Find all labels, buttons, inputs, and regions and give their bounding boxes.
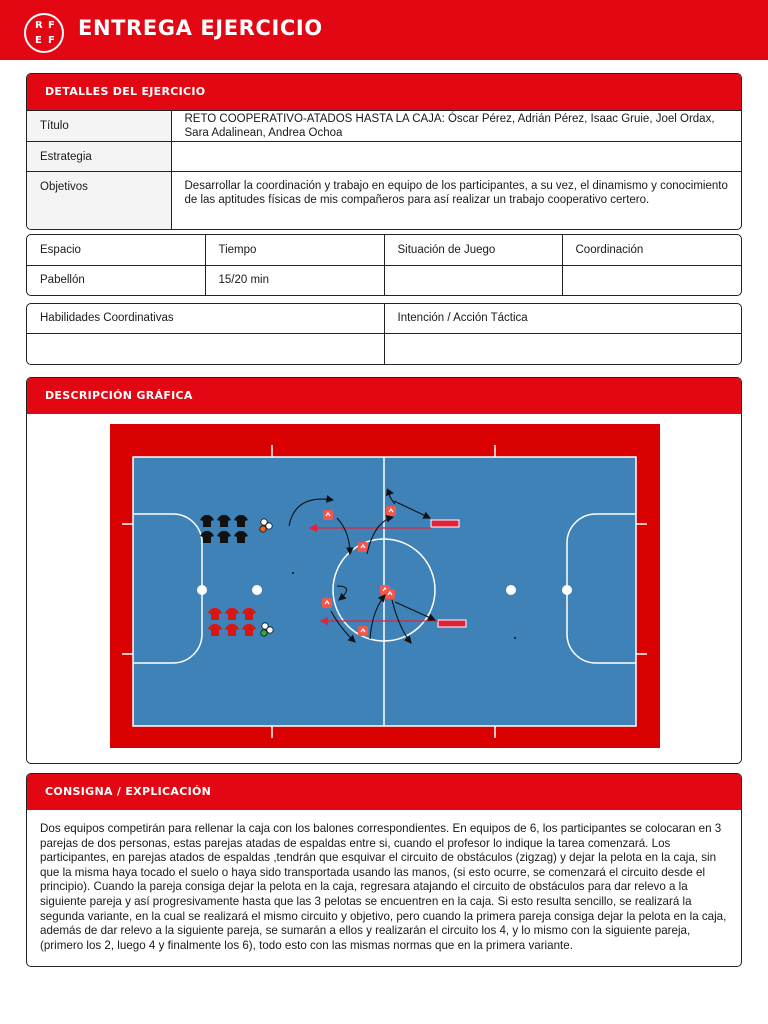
header-bar (0, 0, 768, 60)
game-situation-value (384, 265, 562, 295)
cone-icon (358, 626, 368, 636)
objectives-value: Desarrollar la coordinación y trabajo en equipo de los participantes, a su vez, el dinamismo y conocimiento de las aptitudes físicas de mis compañeros para así realizar un trabajo cooperativo certero. (171, 172, 741, 229)
logo-letter: E (35, 35, 42, 46)
time-header: Tiempo (205, 235, 384, 265)
box-icon (431, 520, 459, 527)
skills-box (26, 303, 742, 365)
strategy-value (171, 142, 741, 172)
logo-letter: R (35, 20, 43, 31)
cone-icon (322, 598, 332, 608)
skills-table (27, 304, 741, 364)
details-row-objectives (27, 172, 741, 229)
coordinative-skills-value (27, 333, 384, 364)
conditions-value-row (27, 265, 741, 295)
skills-header-row (27, 304, 741, 333)
explanation-card (26, 773, 742, 967)
game-situation-header: Situación de Juego (384, 235, 562, 265)
logo-letter: F (48, 35, 55, 46)
coordination-header: Coordinación (562, 235, 741, 265)
coordination-value (562, 265, 741, 295)
cone-icon (323, 510, 333, 520)
details-section-title: DETALLES DEL EJERCICIO (27, 74, 741, 110)
details-card (26, 73, 742, 230)
tactical-action-header: Intención / Acción Táctica (384, 304, 741, 333)
explanation-section-title: CONSIGNA / EXPLICACIÓN (27, 774, 741, 810)
space-value: Pabellón (27, 265, 205, 295)
conditions-table (27, 235, 741, 295)
details-row-title (27, 111, 741, 142)
strategy-label: Estrategia (27, 142, 171, 172)
cone-icon (358, 542, 368, 552)
space-header: Espacio (27, 235, 205, 265)
box-icon (438, 620, 466, 627)
cone-icon (386, 506, 396, 516)
cone-icon (385, 589, 395, 599)
tactical-action-value (384, 333, 741, 364)
explanation-text: Dos equipos competirán para rellenar la caja con los balones correspondientes. En equipos de 6, los participantes se colocaran en 3 parejas de dos personas, estas parejas atadas de espaldas entre si, cuando el profesor lo indique la tarea comenzará. Los participantes, en parejas atados de espaldas ,tendrán que esquivar el circuito de obstáculos (zigzag) y dejar la pelota en la caja, sin que la misma haya tocado el suelo o haya sido transportada usando las manos, (si esto ocurre, se comenzará el circuito desde el principio). Cuando la pareja consiga dejar la pelota en la caja, regresara atajando el circuito de obstáculos para dar relevo a la siguiente pareja y así progresivamente hasta que las 3 pelotas se encuentren en la caja. Si esto resulta sencillo, se realizará la segunda variante, en la cual se realizará el mismo circuito y objetivo, pero cuando la primera pareja consiga dejar la pelota en la caja, además de dar relevo a la siguiente pareja, se sumarán a ellos y realizarán el circuito los 4, y lo mismo con la siguiente pareja, (primero los 2, luego 4 y finalmente los 6), todo esto con las mismas normas que en la primera variante. (40, 822, 727, 952)
graphic-section-title: DESCRIPCIÓN GRÁFICA (27, 378, 741, 414)
title-label: Título (27, 111, 171, 142)
coordinative-skills-header: Habilidades Coordinativas (27, 304, 384, 333)
conditions-header-row (27, 235, 741, 265)
graphic-card (26, 377, 742, 764)
skills-value-row (27, 333, 741, 364)
title-value: RETO COOPERATIVO-ATADOS HASTA LA CAJA: Óscar Pérez, Adrián Pérez, Isaac Gruie, Joel Ordax, Sara Adalinean, Andrea Ochoa (171, 111, 741, 142)
details-row-strategy (27, 142, 741, 172)
logo-letter: F (48, 20, 55, 31)
rfef-logo (24, 13, 64, 53)
objectives-label: Objetivos (27, 172, 171, 229)
court-diagram (27, 414, 741, 763)
page-title: ENTREGA EJERCICIO (78, 16, 323, 40)
time-value: 15/20 min (205, 265, 384, 295)
details-table (27, 110, 741, 229)
conditions-box (26, 234, 742, 296)
